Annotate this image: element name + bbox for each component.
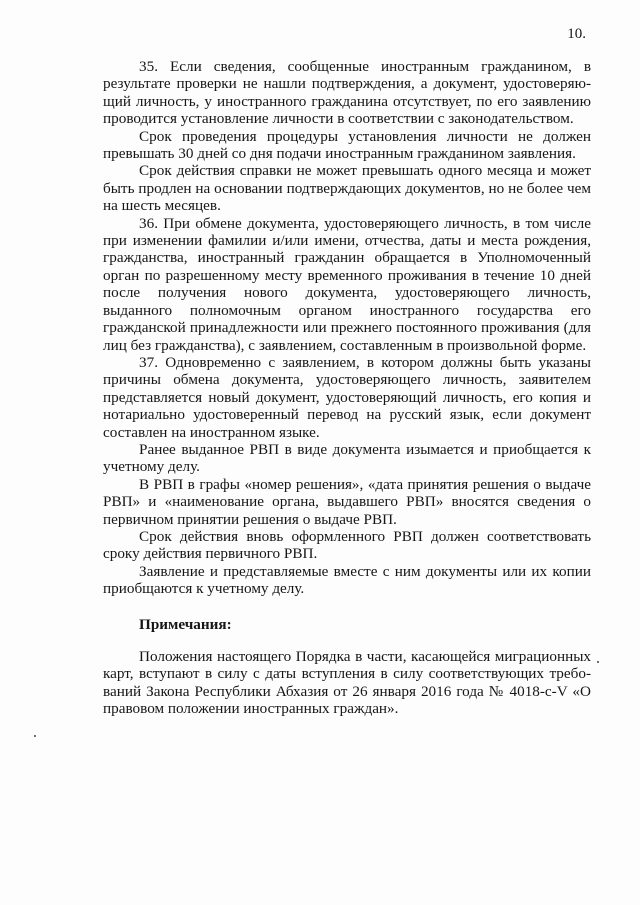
paragraph-application-docs: Заявление и представляемые вместе с ним документы или их копии приобщаются к учетному делу. — [103, 562, 591, 598]
paragraph-37: 37. Одновременно с заявлением, в котором должны быть указаны причины обмена документа, удостоверяющего личность, заявителем представляется новый документ, удостоверяющий личность, его копия и нотариально удостоверенный перевод на русский язык, если документ составлен на иностранном языке. — [103, 353, 591, 441]
paragraph-permit-fields: В РВП в графы «номер решения», «дата принятия решения о выдаче РВП» и «наименование органа, выдавшего РВП» вносятся сведения о первичном принятии решения о выдаче РВП. — [103, 475, 591, 528]
paragraph-new-permit-validity: Срок действия вновь оформленного РВП должен соответствовать сроку действия первичного РВП. — [103, 527, 591, 563]
notes-heading: Примечания: — [139, 615, 232, 633]
paragraph-36: 36. При обмене документа, удостоверяющего личность, в том числе при изменении фамилии и/или имени, отчества, даты и места рождения, гражданства, иностранный гражданин обращается в Уполномоченный орган по разрешенному месту временного проживания в течение 10 дней после получения нового документа, удостоверяющего личность, выданного полномочным органом иностранного государства его гражданской принадлежности или прежнего постоянного проживания (для лиц без гражданства), с заявлением, составленным в произвольной форме. — [103, 214, 591, 354]
paragraph-35: 35. Если сведения, сообщенные иностранным гражданином, в результате проверки не нашли подтверждения, а документ, удостоверяющий личность, у иностранного гражданина отсутствует, по его заявлению проводится установление личности в соответствии с законодательством. — [103, 58, 591, 128]
scan-speck — [597, 661, 599, 663]
notes-text: Положения настоящего Порядка в части, касающейся миграционных карт, вступают в силу с даты вступления в силу соответствующих требований Закона Республики Абхазия от 26 января 2016 года № 4018-с-V «О правовом положении иностранных граждан». — [103, 648, 591, 718]
document-body — [103, 58, 591, 718]
page-number: 10. — [567, 26, 586, 42]
scan-speck — [34, 735, 36, 737]
paragraph-previous-permit: Ранее выданное РВП в виде документа изымается и приобщается к учетному делу. — [103, 440, 591, 476]
paragraph-identification-term: Срок проведения процедуры установления личности не должен превышать 30 дней со дня подачи иностранным гражданином заявления. — [103, 127, 591, 163]
paragraph-certificate-validity: Срок действия справки не может превышать одного месяца и может быть продлен на основании подтверждающих документов, но не более чем на шесть месяцев. — [103, 162, 591, 215]
